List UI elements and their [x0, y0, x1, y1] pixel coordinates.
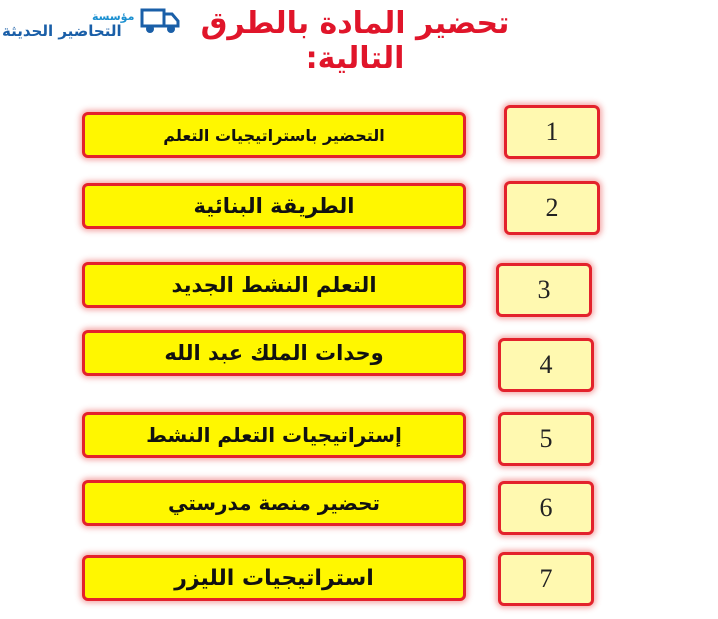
- list-item: [82, 262, 466, 308]
- page-title: تحضير المادة بالطرق التالية:: [200, 6, 510, 76]
- logo-subtitle: مؤسسة: [92, 10, 135, 23]
- item-label: وحدات الملك عبد الله: [164, 341, 384, 365]
- list-item: [82, 183, 466, 229]
- item-number: 3: [496, 263, 592, 317]
- list-item: [82, 412, 466, 458]
- item-number: 2: [504, 181, 600, 235]
- item-number: 7: [498, 552, 594, 606]
- item-label: الطريقة البنائية: [193, 194, 355, 218]
- list-item: [82, 480, 466, 526]
- item-number: 4: [498, 338, 594, 392]
- item-label: استراتيجيات الليزر: [174, 565, 374, 591]
- item-number: 5: [498, 412, 594, 466]
- item-number: 6: [498, 481, 594, 535]
- list-item: [82, 112, 466, 158]
- item-label: إستراتيجيات التعلم النشط: [146, 423, 402, 447]
- item-label: تحضير منصة مدرستي: [167, 491, 381, 515]
- list-item: [82, 555, 466, 601]
- list-item: [82, 330, 466, 376]
- item-label: التعلم النشط الجديد: [171, 273, 377, 297]
- item-label: التحضير باستراتيجيات التعلم: [163, 125, 385, 145]
- item-number: 1: [504, 105, 600, 159]
- logo-name: التحاضير الحديثة: [2, 22, 122, 40]
